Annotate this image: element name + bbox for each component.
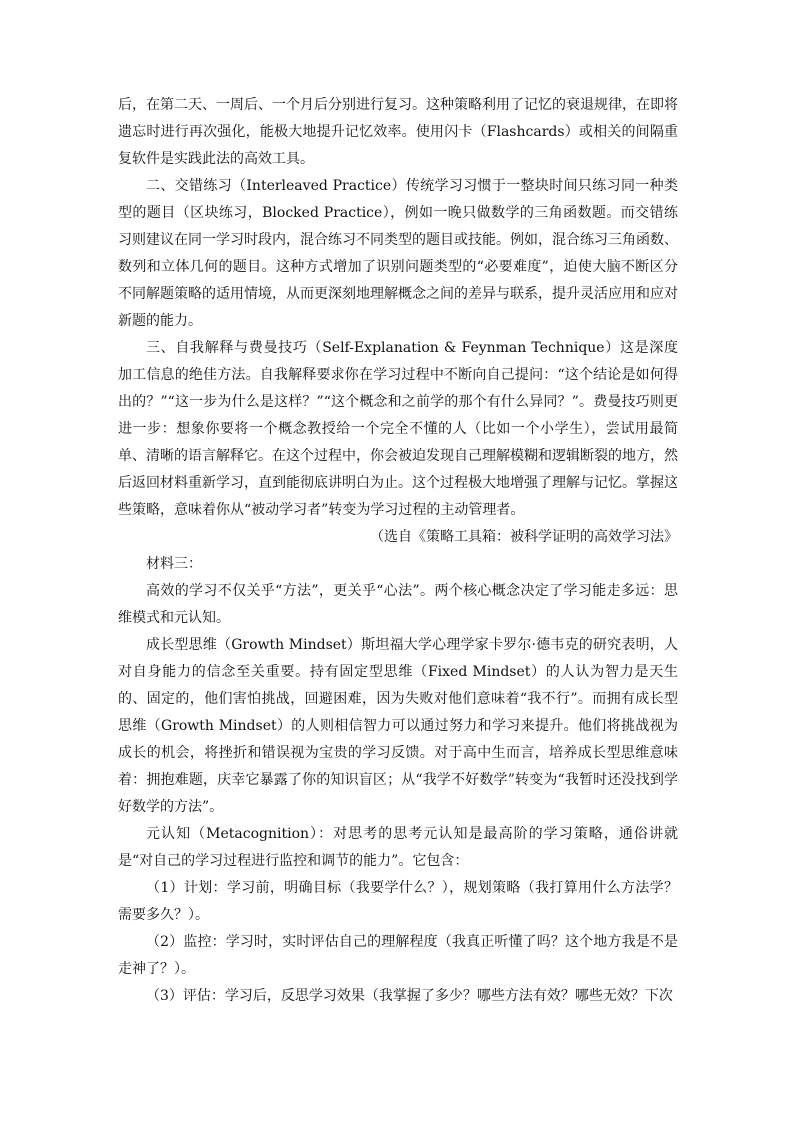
self-explanation-paragraph: 三、自我解释与费曼技巧（Self-Explanation & Feynman Technique）这是深度加工信息的绝佳方法。自我解释要求你在学习过程中不断向自己提问：“这个结论是如何得出的？”“这一步为什么是这样？”“这个概念和之前学的那个有什么异同？”。费曼技巧则更进一步：想象你要将一个概念教授给一个完全不懂的人（比如一个小学生），尝试用最简单、清晰的语言解释它。在这个过程中，你会被迫发现自己理解模糊和逻辑断裂的地方，然后返回材料重新学习，直到能彻底讲明白为止。这个过程极大地增强了理解与记忆。掌握这些策略，意味着你从“被动学习者”转变为学习过程的主动管理者。	[118, 340, 678, 518]
metacognition-paragraph: 元认知（Metacognition）：对思考的思考元认知是最高阶的学习策略，通俗讲就是“对自己的学习过程进行监控和调节的能力”。它包含：	[118, 826, 678, 869]
source-citation: （选自《策略工具箱：被科学证明的高效学习法》	[370, 529, 678, 545]
interleaved-practice-paragraph: 二、交错练习（Interleaved Practice）传统学习习惯于一整块时间只练习同一种类型的题目（区块练习，Blocked Practice），例如一晚只做数学的三角函数题。而交错练习则建议在同一学习时段内，混合练习不同类型的题目或技能。例如，混合练习三角函数、数列和立体几何的题目。这种方式增加了识别问题类型的“必要难度”，迫使大脑不断区分不同解题策略的适用情境，从而更深刻地理解概念之间的差异与联系，提升灵活应用和应对新题的能力。	[118, 178, 678, 329]
mindset-intro-paragraph: 高效的学习不仅关乎“方法”，更关乎“心法”。两个核心概念决定了学习能走多远：思维模式和元认知。	[118, 583, 678, 626]
monitor-item: （2）监控：学习时，实时评估自己的理解程度（我真正听懂了吗？这个地方我是不是走神了？）。	[118, 934, 678, 977]
continuation-paragraph: 后，在第二天、一周后、一个月后分别进行复习。这种策略利用了记忆的衰退规律，在即将遗忘时进行再次强化，能极大地提升记忆效率。使用闪卡（Flashcards）或相关的间隔重复软件是实践此法的高效工具。	[118, 97, 678, 167]
material-three-label: 材料三：	[146, 556, 202, 572]
document-body	[118, 92, 678, 1010]
plan-item: （1）计划：学习前，明确目标（我要学什么？），规划策略（我打算用什么方法学？需要多久？）。	[118, 880, 678, 923]
growth-mindset-paragraph: 成长型思维（Growth Mindset）斯坦福大学心理学家卡罗尔·德韦克的研究表明，人对自身能力的信念至关重要。持有固定型思维（Fixed Mindset）的人认为智力是天生的、固定的，他们害怕挑战，回避困难，因为失败对他们意味着“我不行”。而拥有成长型思维（Growth Mindset）的人则相信智力可以通过努力和学习来提升。他们将挑战视为成长的机会，将挫折和错误视为宝贵的学习反馈。对于高中生而言，培养成长型思维意味着：拥抱难题，庆幸它暴露了你的知识盲区；从“我学不好数学”转变为“我暂时还没找到学好数学的方法”。	[118, 637, 678, 815]
evaluate-item: （3）评估：学习后，反思学习效果（我掌握了多少？哪些方法有效？哪些无效？下次	[146, 988, 673, 1004]
